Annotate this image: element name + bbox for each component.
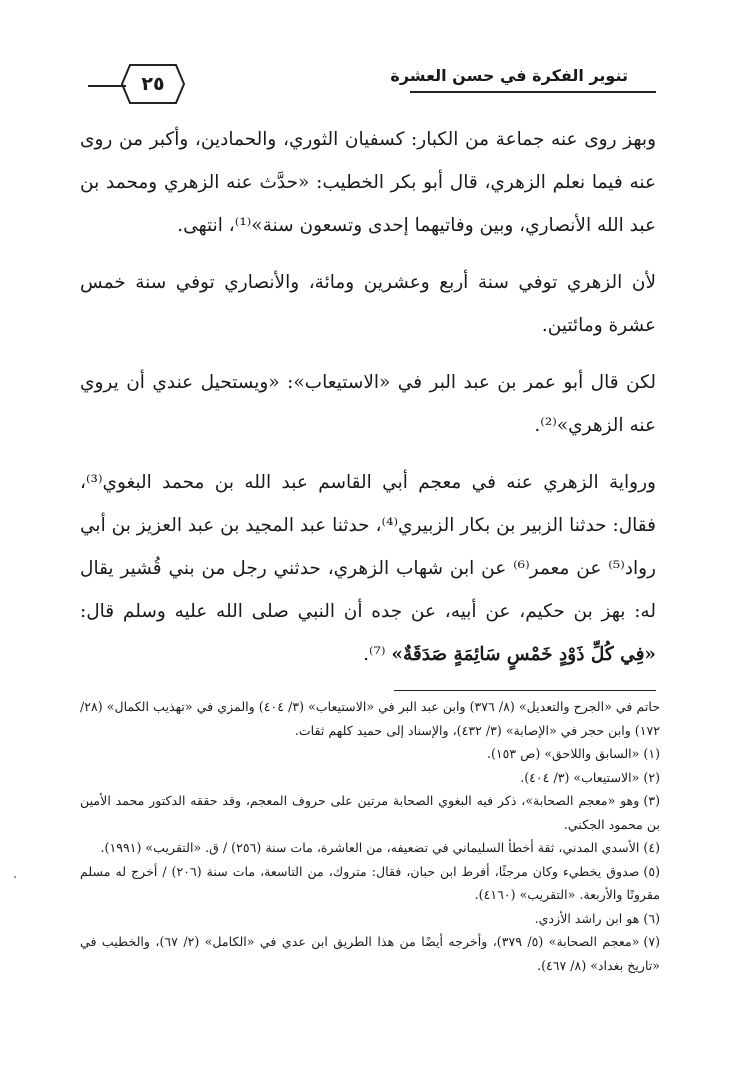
header-rule-right bbox=[410, 91, 656, 93]
footnote-text: صدوق يخطيء وكان مرجئًا، أفرط ابن حبان، فقال: متروك، من التاسعة، مات سنة (٢٠٦) / أخرج له مسلم مقرونًا والأربعة. «التقريب» (٤١٦٠). bbox=[80, 863, 660, 902]
footnote-number: (٤) bbox=[643, 840, 660, 855]
footnote-text: «السابق واللاحق» (ص ١٥٣). bbox=[486, 746, 640, 761]
footnote-number: (٣) bbox=[643, 793, 660, 808]
paragraph: لأن الزهري توفي سنة أربع وعشرين ومائة، والأنصاري توفي سنة خمس عشرة ومائتين. bbox=[80, 272, 656, 336]
paragraph: لكن قال أبو عمر بن عبد البر في «الاستيعاب»: «ويستحيل عندي أن يروي عنه الزهري»⁽²⁾. bbox=[80, 372, 656, 436]
footnote bbox=[80, 860, 660, 907]
footnote-number: (٥) bbox=[643, 863, 660, 879]
footnote-text: هو ابن راشد الأزدي. bbox=[534, 910, 640, 926]
paragraph bbox=[80, 461, 656, 676]
footnote-number: (٧) bbox=[643, 934, 661, 949]
footnote bbox=[80, 789, 660, 836]
hadith-quote: «فِي كُلِّ ذَوْدٍ خَمْسٍ سَائِمَةٍ صَدَقَةٌ» bbox=[391, 644, 656, 665]
footnote-text: الأسدي المدني، ثقة أخطأ السليماني في تضعيفه، من العاشرة، مات سنة (٢٥٦) / ق. «التقريب» (١٩٩١). bbox=[100, 840, 640, 855]
footnote-text: وهو «معجم الصحابة»، ذكر فيه البغوي الصحابة مرتين على حروف المعجم، وقد حققه الدكتور محمد الأمين بن محمود الجكني. bbox=[80, 793, 660, 832]
running-title: تنوير الفكرة في حسن العشرة bbox=[390, 66, 628, 85]
paragraph: وبهز روى عنه جماعة من الكبار: كسفيان الثوري، والحمادين، وأكبر من روى عنه فيما نعلم الزهري، قال أبو بكر الخطيب: «حدَّث عنه الزهري ومحمد بن عبد الله الأنصاري، وبين وفاتيهما إحدى وتسعون سنة»⁽¹⁾، انتهى. bbox=[80, 129, 656, 236]
footnote-continuation: حاتم في «الجرح والتعديل» (٨/ ٣٧٦) وابن عبد البر في «الاستيعاب» (٣/ ٤٠٤) والمزي في «تهذيب الكمال» (٢٨/ ١٧٢) وابن حجر في «الإصابة» (٣/ ٤٣٢)، والإسناد إلى حميد كلهم ثقات. bbox=[80, 699, 661, 738]
footnote-number: (٢) bbox=[643, 769, 660, 785]
footnote bbox=[80, 836, 660, 860]
page-number: ٢٥ bbox=[141, 73, 165, 95]
footnote bbox=[80, 907, 660, 931]
footnote-number: (٦) bbox=[643, 910, 660, 926]
footnote-text: «معجم الصحابة» (٥/ ٣٧٩)، وأخرجه أيضًا من هذا الطريق ابن عدي في «الكامل» (٢/ ٦٧)، والخطيب في «تاريخ بغداد» (٨/ ٤٦٧). bbox=[80, 934, 660, 973]
footnote-text: «الاستيعاب» (٣/ ٤٠٤). bbox=[520, 769, 640, 785]
footnote-ref: ⁽⁷⁾. bbox=[363, 644, 386, 665]
footnote bbox=[80, 742, 660, 766]
paragraph-text: ورواية الزهري عنه في معجم أبي القاسم عبد الله بن محمد البغوي⁽³⁾، فقال: حدثنا الزبير بن بكار الزبيري⁽⁴⁾، حدثنا عبد المجيد بن عبد العزيز بن أبي رواد⁽⁵⁾ عن معمر⁽⁶⁾ عن ابن شهاب الزهري، حدثني رجل من بني قُشير يقال له: بهز بن حكيم، عن أبيه، عن جده أن النبي صلى الله عليه وسلم قال: bbox=[80, 472, 657, 622]
footnote-number: (١) bbox=[643, 746, 660, 761]
footnote bbox=[80, 766, 660, 790]
footnote-separator bbox=[394, 690, 656, 691]
scan-speck bbox=[14, 876, 16, 878]
footnote bbox=[80, 930, 660, 977]
footnotes bbox=[80, 695, 660, 977]
main-text bbox=[80, 118, 656, 676]
